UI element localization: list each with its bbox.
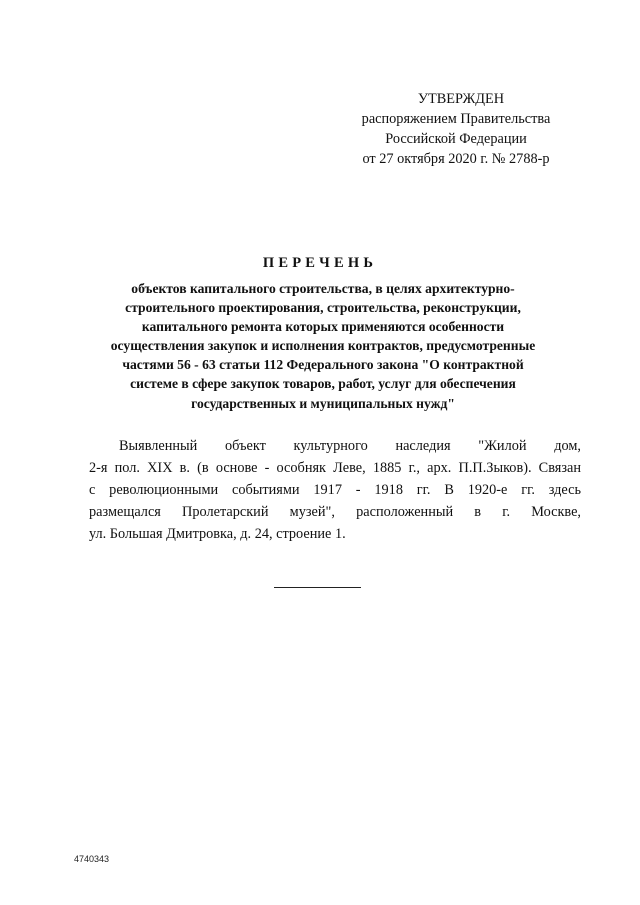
approval-line: Российской Федерации xyxy=(385,131,527,147)
subtitle-line: объектов капитального строительства, в целях архитектурно- xyxy=(131,281,515,296)
body-line: 2-я пол. XIX в. (в основе - особняк Леве, 1885 г., арх. П.П.Зыков). Связан xyxy=(89,460,581,476)
approval-line: распоряжением Правительства xyxy=(361,111,551,127)
body-paragraph xyxy=(89,435,581,545)
document-title: ПЕРЕЧЕНЬ xyxy=(262,255,378,271)
subtitle-line: государственных и муниципальных нужд" xyxy=(191,395,455,411)
approval-stamp xyxy=(336,89,576,169)
section-divider xyxy=(274,587,361,588)
body-line: ул. Большая Дмитровка, д. 24, строение 1. xyxy=(89,526,346,542)
body-line: Выявленный объект культурного наследия "Жилой дом, xyxy=(119,438,581,454)
subtitle-line: частями 56 - 63 статьи 112 Федерального закона "О контрактной xyxy=(122,357,524,373)
approval-heading: УТВЕРЖДЕН xyxy=(417,91,505,107)
subtitle-line: осуществления закупок и исполнения контрактов, предусмотренные xyxy=(110,338,536,354)
document-subtitle xyxy=(60,279,586,413)
subtitle-line: строительного проектирования, строительства, реконструкции, xyxy=(125,300,521,316)
document-number: 4740343 xyxy=(74,854,110,864)
body-line: размещался Пролетарский музей", расположенный в г. Москве, xyxy=(89,504,581,520)
subtitle-line: системе в сфере закупок товаров, работ, услуг для обеспечения xyxy=(130,376,516,392)
body-line: с революционными событиями 1917 - 1918 гг. В 1920-е гг. здесь xyxy=(89,482,581,498)
subtitle-line: капитального ремонта которых применяются особенности xyxy=(141,319,505,335)
approval-date-line: от 27 октября 2020 г. № 2788-р xyxy=(362,151,550,167)
